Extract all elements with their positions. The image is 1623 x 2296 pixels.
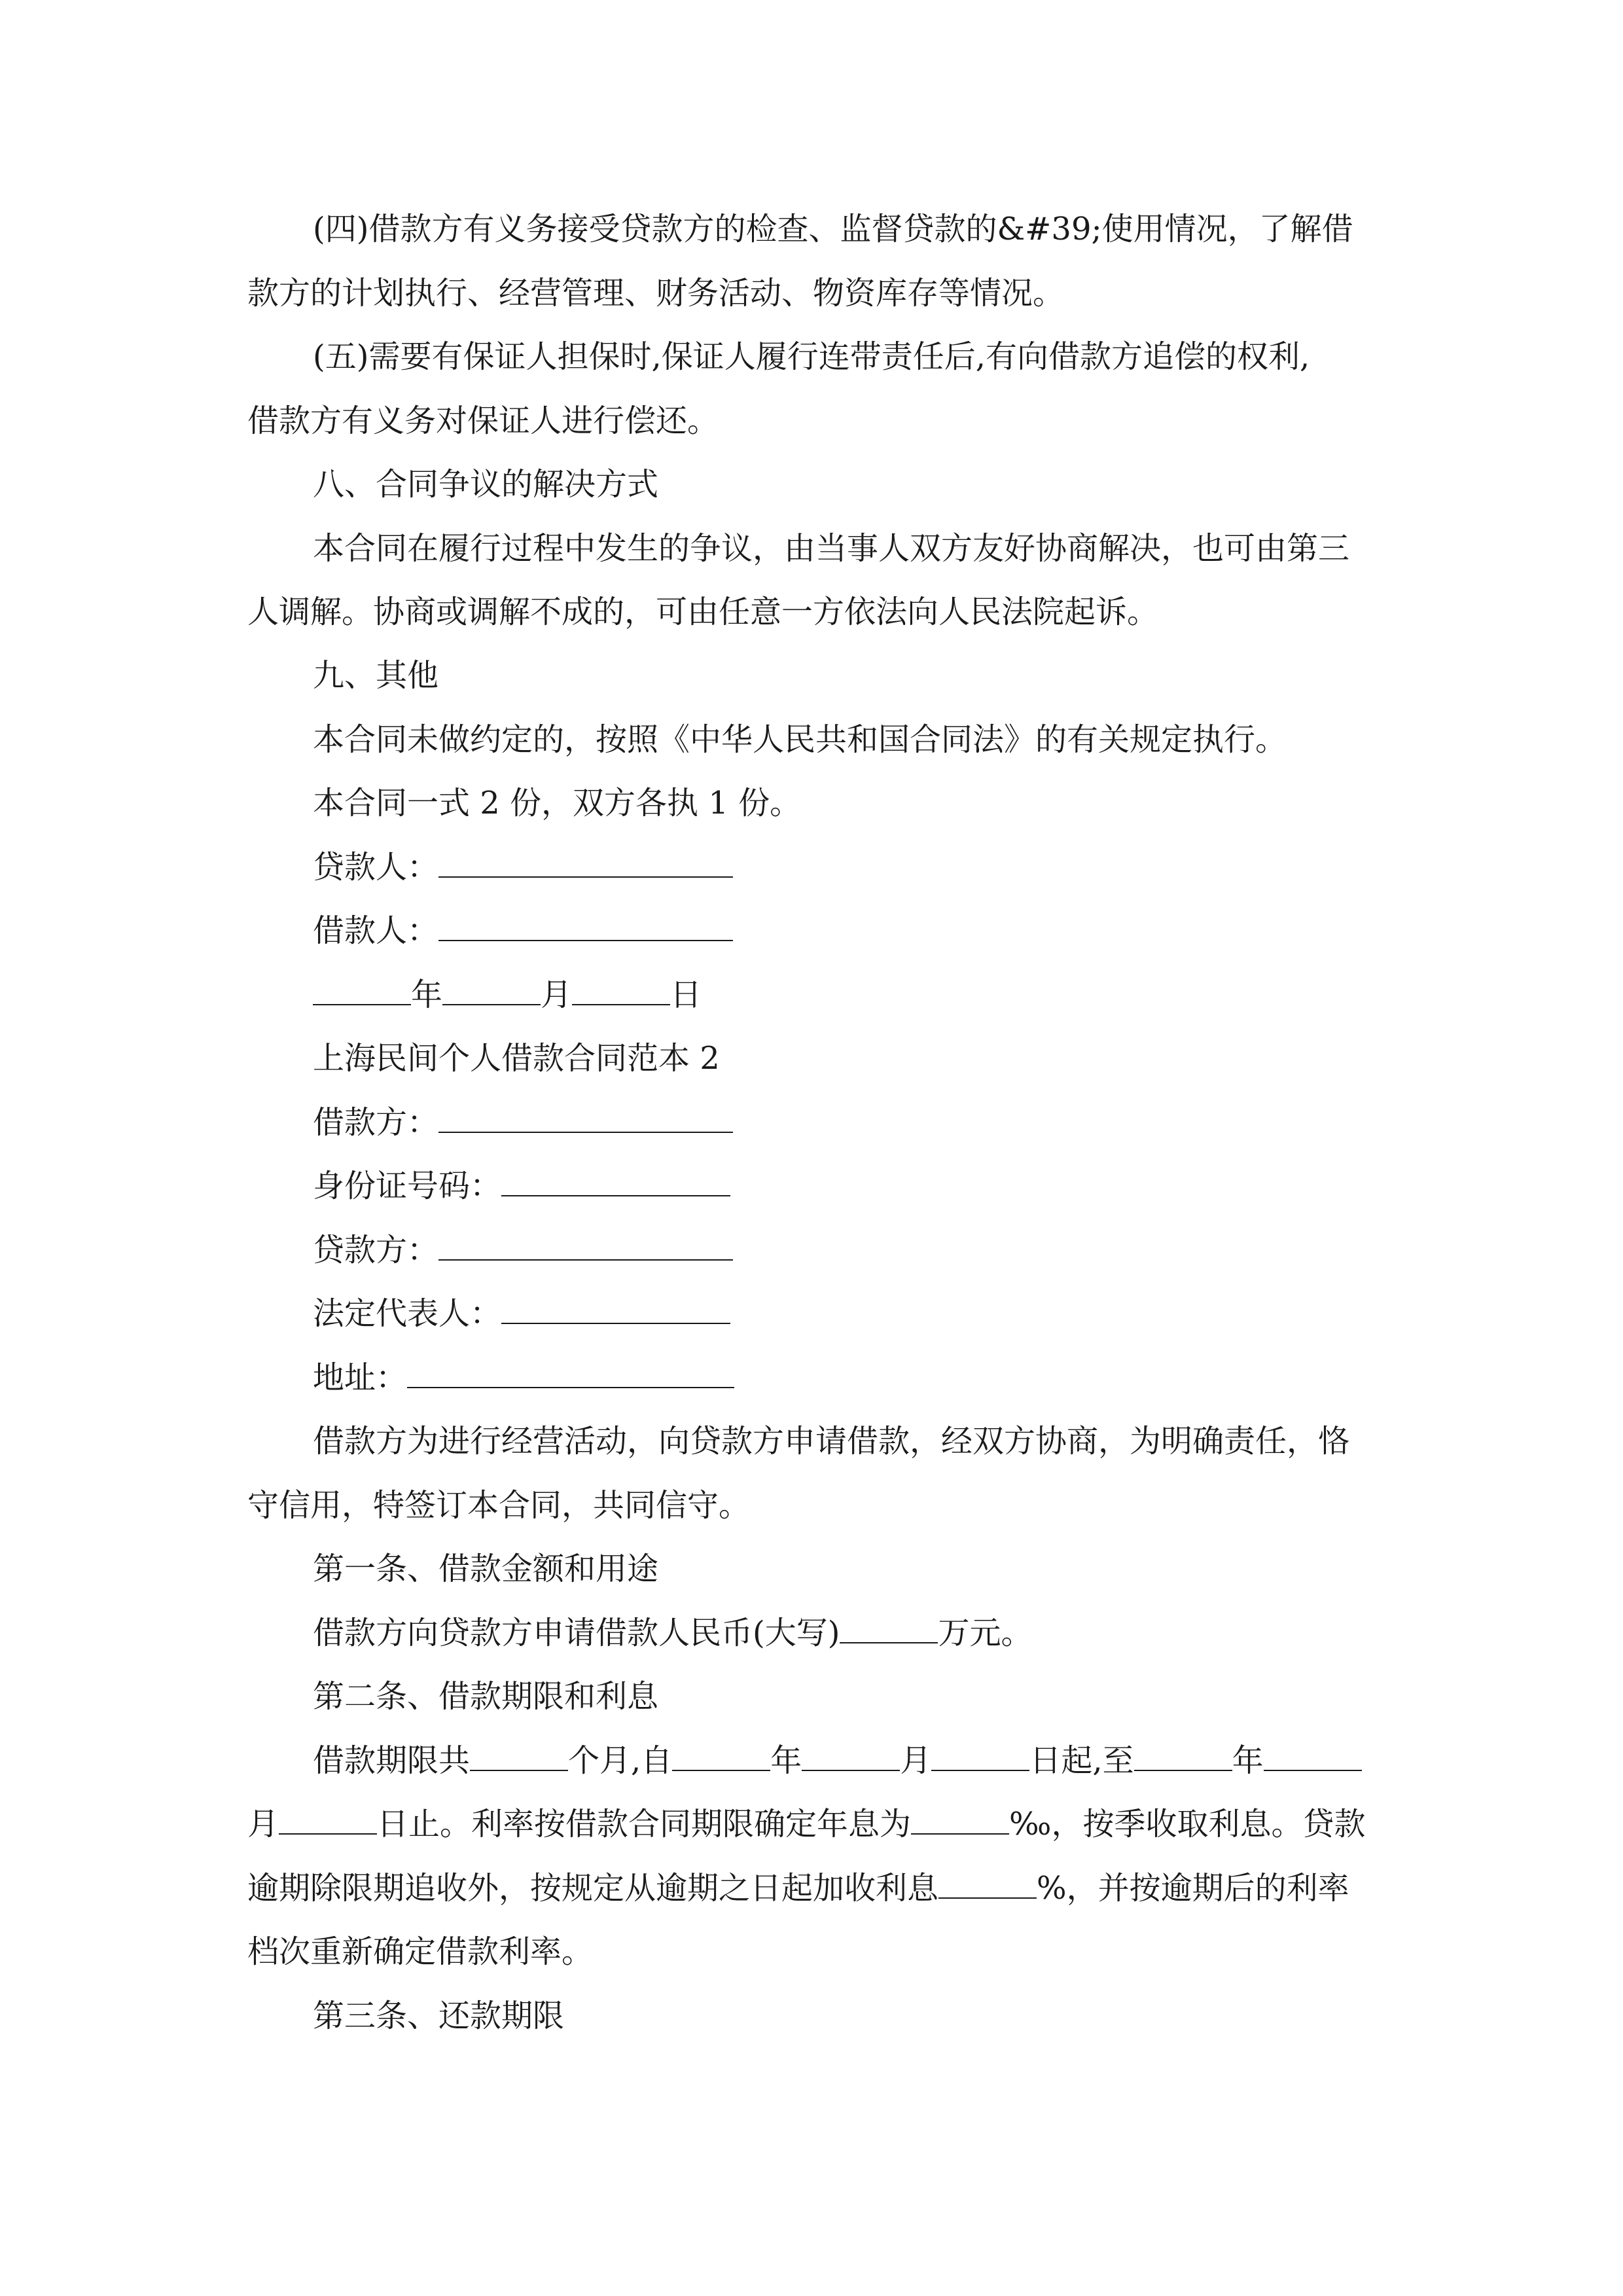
intro-line-2: 守信用，特签订本合同，共同信守。	[247, 1487, 751, 1524]
article-2-line-1	[313, 1741, 1362, 1780]
end-month-blank	[1264, 1741, 1362, 1771]
start-year-blank	[672, 1741, 770, 1771]
clause-5-line-2: 借款方有义务对保证人进行偿还。	[247, 403, 719, 439]
article-2-l2-c: ‰，按季收取利息。贷款	[1009, 1806, 1366, 1842]
day-label: 日	[670, 977, 702, 1013]
legal-rep-label: 法定代表人：	[313, 1295, 502, 1332]
party-lender-row	[313, 1230, 733, 1270]
article-1-text-b: 万元。	[938, 1615, 1033, 1651]
clause-4-line-1: (四)借款方有义务接受贷款方的检查、监督贷款的&#39;使用情况，了解借	[313, 211, 1353, 247]
overdue-rate-blank	[938, 1869, 1037, 1899]
borrower-signature-row	[313, 911, 733, 950]
article-2-l1-d: 月	[900, 1742, 932, 1779]
article-2-line-2	[247, 1804, 1365, 1844]
end-year-blank	[1134, 1741, 1232, 1771]
clause-5-line-1: (五)需要有保证人担保时,保证人履行连带责任后,有向借款方追偿的权利,	[313, 338, 1310, 375]
start-day-blank	[931, 1741, 1029, 1771]
lender-blank	[438, 848, 733, 878]
legal-rep-blank	[501, 1294, 730, 1324]
address-label: 地址：	[313, 1359, 408, 1396]
section-8-line-1: 本合同在履行过程中发生的争议，由当事人双方友好协商解决，也可由第三	[313, 530, 1350, 567]
contract-2-title: 上海民间个人借款合同范本 2	[313, 1040, 720, 1077]
signature-date-row	[313, 975, 702, 1014]
end-day-blank	[279, 1804, 377, 1835]
section-9-line-1: 本合同未做约定的，按照《中华人民共和国合同法》的有关规定执行。	[313, 721, 1287, 758]
year-blank	[313, 975, 411, 1005]
intro-line-1: 借款方为进行经营活动，向贷款方申请借款，经双方协商，为明确责任，恪	[313, 1423, 1350, 1460]
clause-4-line-2: 款方的计划执行、经营管理、财务活动、物资库存等情况。	[247, 275, 1065, 312]
article-2-l1-b: 个月,自	[568, 1742, 673, 1779]
month-label: 月	[541, 977, 573, 1013]
borrower-label: 借款人：	[313, 912, 439, 949]
id-number-blank	[501, 1166, 730, 1196]
start-month-blank	[802, 1741, 900, 1771]
article-2-l3-a: 逾期除限期追收外，按规定从逾期之日起加收利息	[247, 1870, 939, 1907]
article-2-l3-b: %，并按逾期后的利率	[1037, 1870, 1349, 1907]
borrower-blank	[438, 911, 733, 941]
id-number-row	[313, 1166, 730, 1206]
article-2-line-3	[247, 1869, 1349, 1908]
section-9-line-2: 本合同一式 2 份，双方各执 1 份。	[313, 785, 802, 821]
day-blank	[572, 975, 670, 1005]
lender-signature-row	[313, 848, 733, 887]
section-9-heading: 九、其他	[313, 657, 439, 694]
article-2-l2-a: 月	[247, 1806, 279, 1842]
address-blank	[407, 1358, 734, 1388]
article-2-l1-f: 年	[1232, 1742, 1264, 1779]
section-8-heading: 八、合同争议的解决方式	[313, 466, 659, 503]
lender-label: 贷款人：	[313, 849, 439, 886]
article-2-l1-c: 年	[770, 1742, 802, 1779]
section-8-line-2: 人调解。协商或调解不成的，可由任意一方依法向人民法院起诉。	[247, 594, 1159, 630]
year-label: 年	[411, 977, 443, 1013]
article-2-line-4: 档次重新确定借款利率。	[247, 1933, 594, 1970]
article-1-text	[313, 1613, 1032, 1653]
article-2-l1-a: 借款期限共	[313, 1742, 471, 1779]
legal-rep-row	[313, 1294, 730, 1333]
term-months-blank	[470, 1741, 568, 1771]
article-3-heading: 第三条、还款期限	[313, 1998, 565, 2034]
article-2-l1-e: 日起,至	[1029, 1742, 1134, 1779]
party-borrower-row	[313, 1103, 733, 1142]
article-2-heading: 第二条、借款期限和利息	[313, 1678, 659, 1715]
article-2-l2-b: 日止。利率按借款合同期限确定年息为	[377, 1806, 912, 1842]
article-1-heading: 第一条、借款金额和用途	[313, 1551, 659, 1587]
party-lender-label: 贷款方：	[313, 1232, 439, 1268]
id-number-label: 身份证号码：	[313, 1168, 502, 1204]
loan-amount-blank	[840, 1613, 938, 1643]
article-1-text-a: 借款方向贷款方申请借款人民币(大写)	[313, 1615, 840, 1651]
annual-rate-blank	[911, 1804, 1009, 1835]
party-lender-blank	[438, 1230, 733, 1261]
month-blank	[442, 975, 541, 1005]
address-row	[313, 1358, 734, 1397]
party-borrower-label: 借款方：	[313, 1104, 439, 1141]
party-borrower-blank	[438, 1103, 733, 1133]
